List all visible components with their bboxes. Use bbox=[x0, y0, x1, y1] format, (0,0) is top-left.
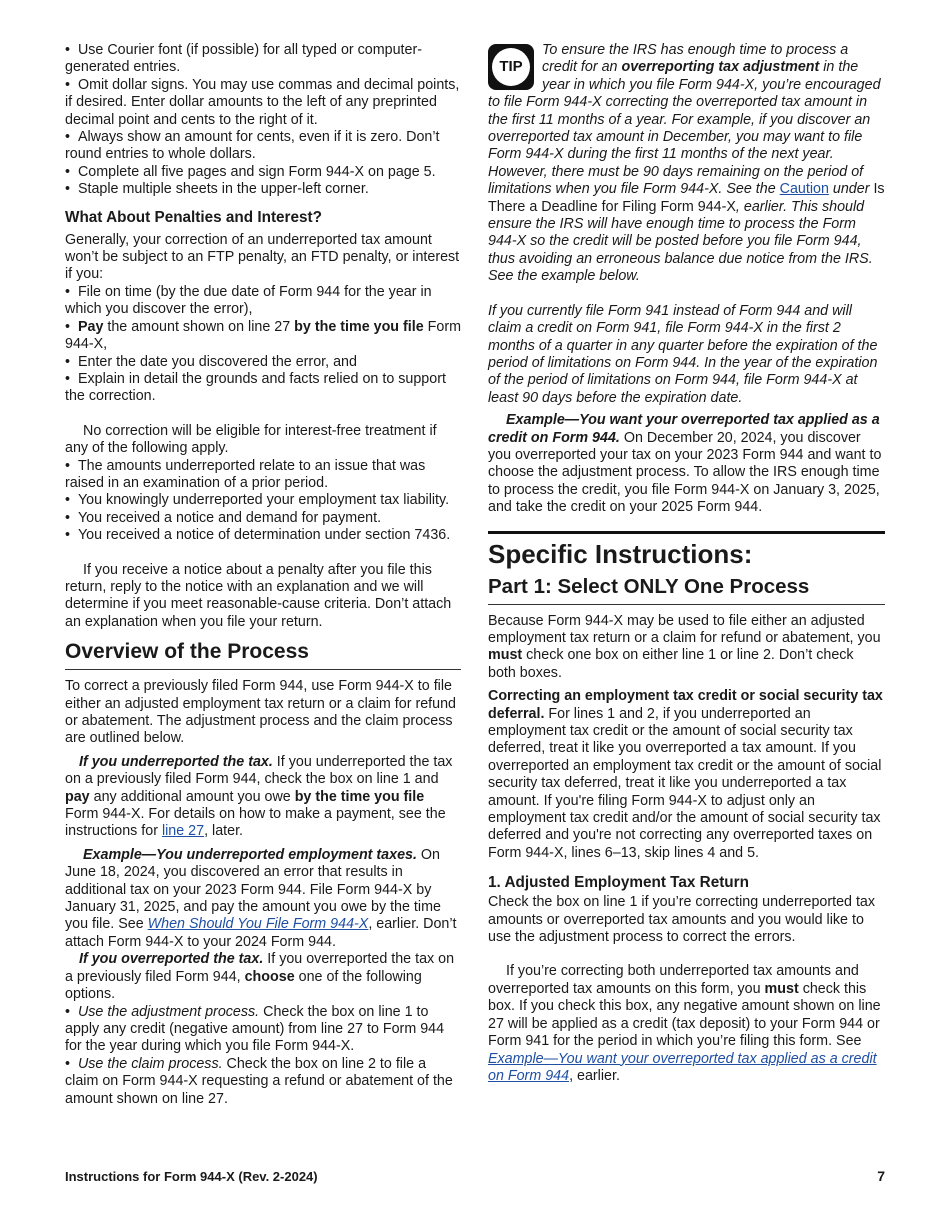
footer-title: Instructions for Form 944-X (Rev. 2-2024) bbox=[65, 1169, 318, 1184]
example-overreported: Example—You want your overreported tax applied as a credit on Form 944. On December 20, 2024, you discover you overreported your tax on your 2023 Form 944 and want to choose the adjustment process. To allow the IRS enough time to process the credit, you file Form 944-X on January 3, 2025, and take the credit on your 2025 Form 944. bbox=[488, 412, 882, 516]
caution-link[interactable]: Caution bbox=[779, 181, 829, 198]
example-underreported: Example—You underreported employment taxes. On June 18, 2024, you discovered an error that results in additional tax on your 2023 Form 944. File Form 944-X by January 31, 2025, and pay the amount you owe by the time you file. See When Should You File Form 944-X, earlier. Don’t attach Form 944-X to your 2024 Form 944. bbox=[65, 846, 457, 950]
example-credit-link[interactable]: Example—You want your overreported tax applied as a credit on Form 944 bbox=[488, 1050, 877, 1084]
tip-text-2: If you currently file Form 941 instead of Form 944 and will claim a credit on Form 941, file Form 944-X in the first 2 months of a quarter in any quarter before the expiration of the period of limitations on Form 944. In the year of the expiration of the period of limitations on Form 944, file Form 944-X at least 90 days before the expiration date. bbox=[488, 302, 878, 406]
list-item: • Pay the amount shown on line 27 by the time you file Form 944-X, bbox=[65, 319, 461, 354]
list-item: • Always show an amount for cents, even if it is zero. Don’t round entries to whole dollars. bbox=[65, 129, 461, 164]
adjusted-intro: Check the box on line 1 if you’re correcting underreported tax amounts or overreported tax amounts and you would like to use the adjustment process to correct the errors. bbox=[488, 894, 876, 946]
list-item: • Omit dollar signs. You may use commas and decimal points, if desired. Enter dollar amounts to the left of any preprinted decimal point and cents to the right of it. bbox=[65, 77, 461, 129]
part1-intro: Because Form 944-X may be used to file either an adjusted employment tax return or a claim for refund or abatement, you must check one box on either line 1 or line 2. Don’t check both boxes. bbox=[488, 612, 881, 681]
overview-intro: To correct a previously filed Form 944, use Form 944-X to file either an adjusted employment tax return or a claim for refund or abatement. The adjustment process and the claim process are outlined below. bbox=[65, 678, 456, 747]
underreported-paragraph: If you underreported the tax. If you underreported the tax on a previously filed Form 944, check the box on line 1 and pay any additional amount you owe by the time you file Form 944-X. For details on how to make a payment, see the instructions for line 27, later. bbox=[65, 753, 453, 840]
list-item: • You received a notice and demand for payment. bbox=[65, 510, 461, 527]
specific-instructions-heading: Specific Instructions: bbox=[488, 531, 885, 570]
list-item: • Complete all five pages and sign Form 944-X on page 5. bbox=[65, 164, 461, 181]
tip-box bbox=[488, 42, 885, 407]
tip-text: To ensure the IRS has enough time to process a credit for an overreporting tax adjustment in the year in which you file Form 944-X, you’re encouraged to file Form 944-X correcting the overreported tax amount in the first 11 months of a year. For example, if you discover an overreported tax amount in December, you may want to file Form 944-X during the first 11 months of the next year. However, there must be 90 days remaining on the period of limitations when you file Form 944-X. See the Caution under Is There a Deadline for Filing Form 944-X, earlier. This should ensure the IRS will have enough time to process the Form 944-X so the credit will be posted before you file Form 944, thus avoiding an erroneous balance due notice from the IRS. See the example below. bbox=[488, 42, 885, 285]
right-column bbox=[488, 42, 885, 1085]
penalties-intro: Generally, your correction of an underreported tax amount won’t be subject to an FTP penalty, an FTD penalty, or interest if you: bbox=[65, 231, 460, 283]
page-number: 7 bbox=[877, 1168, 885, 1184]
part1-heading: Part 1: Select ONLY One Process bbox=[488, 574, 885, 605]
no-correction-text: No correction will be eligible for interest-free treatment if any of the following apply. bbox=[65, 422, 437, 457]
list-item: • You received a notice of determination under section 7436. bbox=[65, 527, 461, 544]
tip-icon: TIP bbox=[488, 44, 534, 90]
overview-heading: Overview of the Process bbox=[65, 639, 461, 670]
left-column bbox=[65, 42, 461, 1108]
penalties-heading: What About Penalties and Interest? bbox=[65, 208, 322, 226]
penalty-notice-text: If you receive a notice about a penalty after you file this return, reply to the notice with an explanation and we will determine if you meet reasonable-cause criteria. Don’t attach an explanation when you file your return. bbox=[65, 561, 452, 630]
list-item: • Use the claim process. Check the box on line 2 to file a claim on Form 944-X requesting a refund or abatement of the amount shown on line 27. bbox=[65, 1056, 461, 1108]
list-item: • Use the adjustment process. Check the box on line 1 to apply any credit (negative amount) from line 27 to Form 944 for the year during which you file Form 944-X. bbox=[65, 1004, 461, 1056]
page-footer bbox=[65, 1168, 885, 1185]
list-item: • Explain in detail the grounds and facts relied on to support the correction. bbox=[65, 371, 461, 406]
line-27-link[interactable]: line 27 bbox=[161, 823, 205, 840]
adjusted-detail: If you’re correcting both underreported tax amounts and overreported tax amounts on this form, you must check this box. If you check this box, any negative amount shown on line 27 will be applied as a credit (tax deposit) to your Form 944 or Form 941 for the period in which you’re filing this form. See Example—You want your overreported tax applied as a credit on Form 944, earlier. bbox=[488, 963, 881, 1084]
list-item: • Staple multiple sheets in the upper-left corner. bbox=[65, 181, 461, 198]
correcting-paragraph: Correcting an employment tax credit or social security tax deferral. For lines 1 and 2, if you underreported an employment tax credit or the amount of social security tax deferred, treat it like you overreported a tax amount. If you overreported an employment tax credit or the amount of social security tax deferred, treat it like you underreported a tax amount. If you're filing Form 944-X to adjust only an employment tax credit and/or the amount of social security tax deferred and you're not correcting any overreported taxes on Form 944-X, lines 6–13, skip lines 4 and 5. bbox=[488, 688, 883, 861]
overreported-paragraph: If you overreported the tax. If you overreported the tax on a previously filed Form 944, choose one of the following options. bbox=[65, 951, 455, 1003]
list-item: • You knowingly underreported your employment tax liability. bbox=[65, 492, 461, 509]
when-should-you-file-link[interactable]: When Should You File Form 944-X bbox=[147, 916, 369, 933]
list-item: • Enter the date you discovered the error, and bbox=[65, 354, 461, 371]
list-item: • Use Courier font (if possible) for all typed or computer-generated entries. bbox=[65, 42, 461, 77]
list-item: • File on time (by the due date of Form 944 for the year in which you discover the error), bbox=[65, 284, 461, 319]
adjusted-return-heading: 1. Adjusted Employment Tax Return bbox=[488, 874, 749, 892]
list-item: • The amounts underreported relate to an issue that was raised in an examination of a prior period. bbox=[65, 458, 461, 493]
